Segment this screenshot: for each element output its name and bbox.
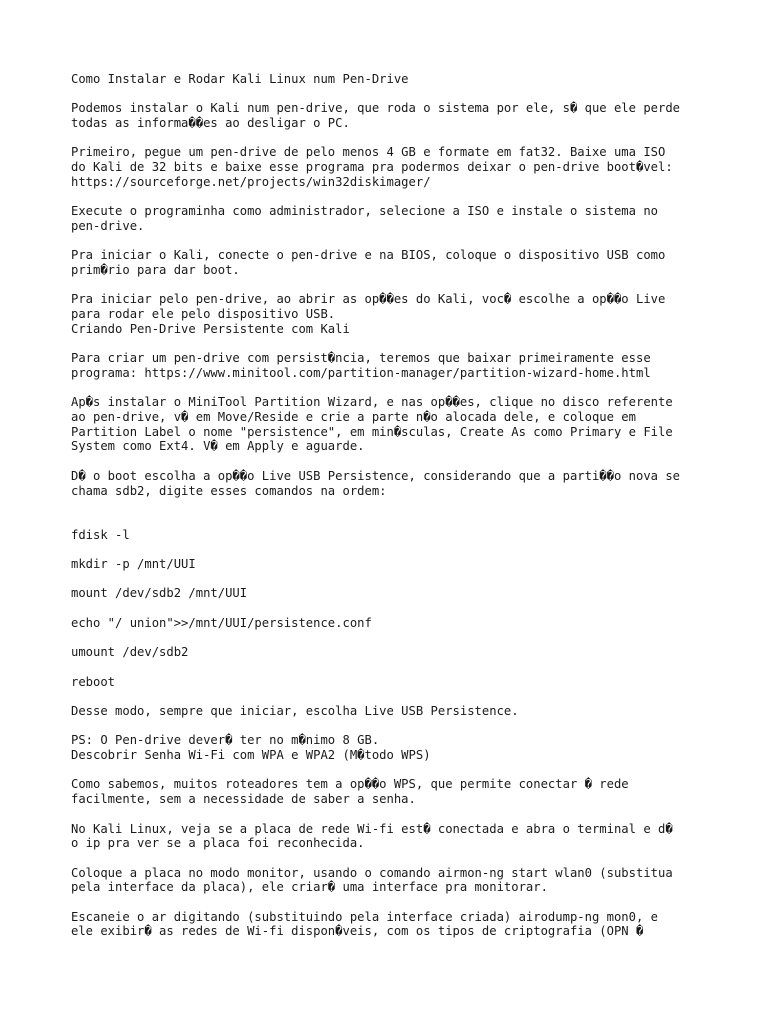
command-line: reboot [71, 674, 116, 689]
paragraph-ps: PS: O Pen-drive dever� ter no m�nimo 8 GB. Descobrir Senha Wi-Fi com WPA e WPA2 (M�todo WPS) [71, 733, 431, 763]
command-line: echo "/ union">>/mnt/UUI/persistence.conf [71, 615, 372, 630]
command-line: mkdir -p /mnt/UUI [71, 557, 196, 572]
paragraph-intro: Podemos instalar o Kali num pen-drive, que roda o sistema por ele, s� que ele perde todas as informa��es ao desligar o PC. [71, 101, 681, 131]
document-page [71, 72, 751, 939]
paragraph-persistence: Para criar um pen-drive com persist�ncia, teremos que baixar primeiramente esse programa: https://www.minitool.com/partition-manager/partition-wizard-home.html [71, 351, 651, 380]
document-title: Como Instalar e Rodar Kali Linux num Pen-Drive [71, 72, 409, 86]
paragraph-wifi-card: No Kali Linux, veja se a placa de rede Wi-fi est� conectada e abra o terminal e d� o ip pra ver se a placa foi reconhecida. [71, 821, 673, 851]
paragraph-commands-intro: D� o boot escolha a op��o Live USB Persistence, considerando que a parti��o nova se chama sdb2, digite esses comandos na ordem: [71, 468, 681, 498]
paragraph-monitor-mode: Coloque a placa no modo monitor, usando o comando airmon-ng start wlan0 (substitua pela interface da placa), ele criar� uma interface pra monitorar. [71, 865, 673, 895]
command-line: umount /dev/sdb2 [71, 645, 189, 660]
paragraph-wps: Como sabemos, muitos roteadores tem a op��o WPS, que permite conectar � rede facilmente, sem a necessidade de saber a senha. [71, 777, 629, 807]
command-line: fdisk -l [71, 527, 130, 542]
paragraph-scan: Escaneie o ar digitando (substituindo pela interface criada) airodump-ng mon0, e ele exibir� as redes de Wi-fi dispon�veis, com os tipos de criptografia (OPN � [71, 909, 658, 939]
paragraph-execute: Execute o programinha como administrador, selecione a ISO e instale o sistema no pen-drive. [71, 204, 658, 233]
paragraph-boot-options: Pra iniciar pelo pen-drive, ao abrir as op��es do Kali, voc� escolhe a op��o Live para rodar ele pelo dispositivo USB. Criando Pen-Drive Persistente com Kali [71, 292, 666, 336]
paragraph-first-step: Primeiro, pegue um pen-drive de pelo menos 4 GB e formate em fat32. Baixe uma ISO do Kali de 32 bits e baixe esse programa pra podermos deixar o pen-drive boot�vel: https://sourceforge.net/projects/win32diskimager/ [71, 145, 673, 189]
paragraph-bios: Pra iniciar o Kali, conecte o pen-drive e na BIOS, coloque o dispositivo USB como prim�rio para dar boot. [71, 248, 666, 278]
paragraph-partition: Ap�s instalar o MiniTool Partition Wizard, e nas op��es, clique no disco referente ao pen-drive, v� em Move/Reside e crie a parte n�o alocada dele, e coloque em Partition Label o nome "persistence", em min�sculas, Create As como Primary e File System como Ext4. V� em Apply e aguarde. [71, 395, 673, 454]
command-line: mount /dev/sdb2 /mnt/UUI [71, 586, 248, 601]
paragraph-mode: Desse modo, sempre que iniciar, escolha Live USB Persistence. [71, 704, 519, 718]
